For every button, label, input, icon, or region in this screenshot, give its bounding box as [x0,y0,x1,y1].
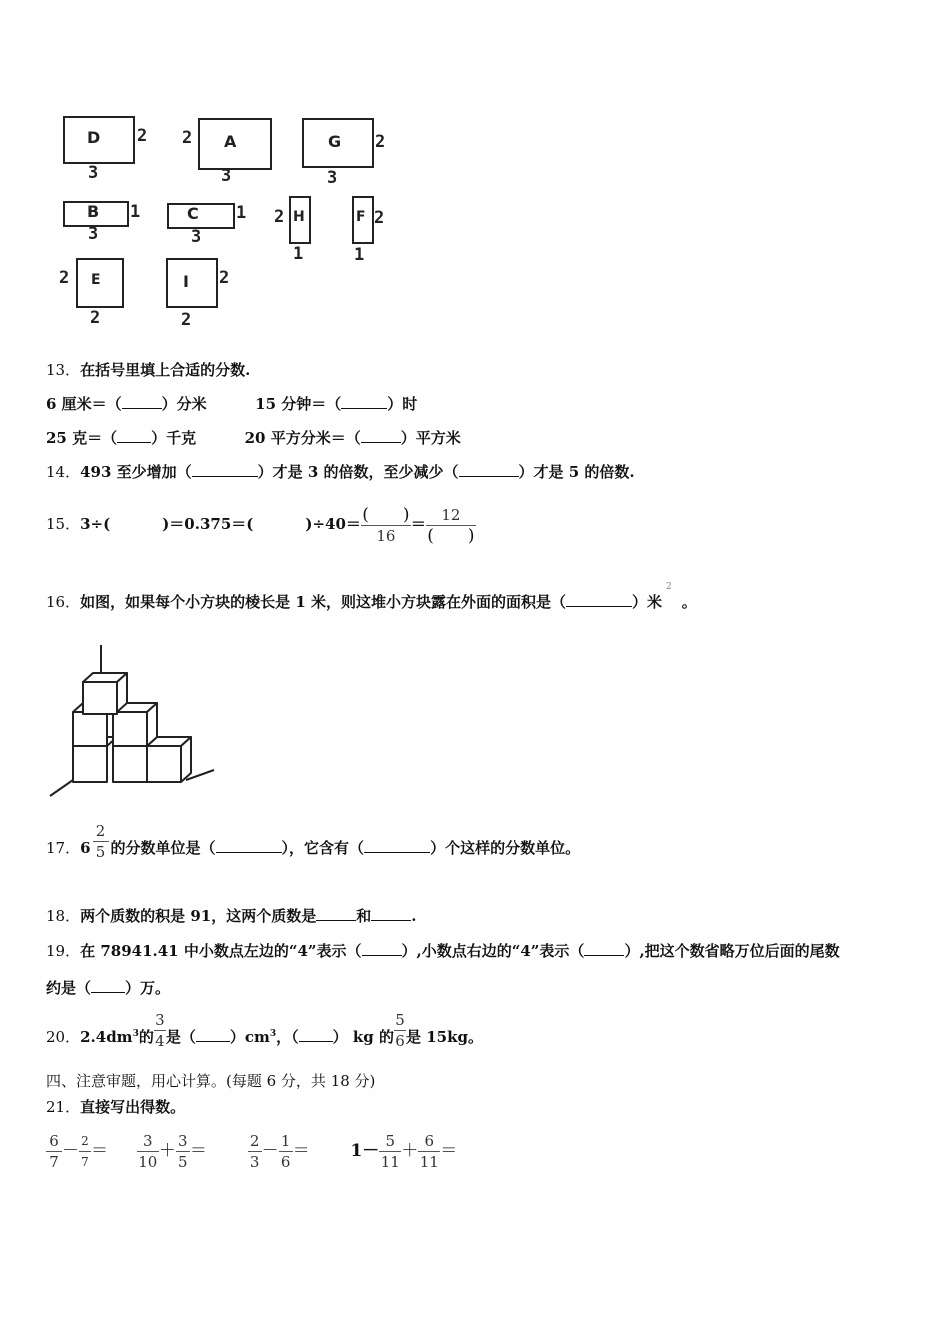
q16-pre: 如图，如果每个小方块的棱长是 1 米，则这堆小方块露在外面的面积是（ [80,593,566,611]
q13-row2a-post: ）千克 [151,429,197,447]
q13-answer-blank[interactable] [341,394,387,409]
q21-e1-frac-a [46,1132,62,1171]
rect-c-bottom: 3 [191,227,202,247]
q13-row1b-pre: 15 分钟＝（ [255,395,342,413]
q18-post: . [411,907,417,925]
rect-c-letter: C [187,204,199,223]
q21-e4-a-den: 11 [380,1153,400,1171]
q17-frac-den: 5 [95,842,106,861]
q13-row2b-pre: 20 平方分米＝（ [244,429,361,447]
q21-e1-a-den: 7 [49,1153,59,1171]
q14-number: 14． [46,463,81,481]
q21-e1-a-num: 6 [49,1132,59,1150]
q21-e2-frac-b [176,1132,190,1171]
q18-mid: 和 [356,907,372,925]
q18 [46,906,416,926]
q15-part1: 3÷( [80,515,111,533]
q20-sup: 3 [132,1029,139,1039]
q21-e4-frac-b [418,1132,440,1171]
q21-e3-op: － [261,1141,279,1161]
q17-mid: 的分数单位是（ [110,839,216,857]
q19-post: ）,把这个数省略万位后面的尾数 [624,942,840,960]
q21-e4-a-num: 5 [385,1132,396,1150]
q15-number: 15． [46,515,81,533]
rect-a-bottom: 3 [221,166,232,186]
rect-e-letter: E [91,272,101,288]
q17-frac-num: 2 [95,821,106,840]
rect-g-letter: G [328,132,342,151]
rect-h-side: 2 [274,207,285,227]
q21-expr-2 [137,1132,212,1171]
q21-e4-b-den: 11 [419,1153,439,1171]
rect-b-side: 1 [130,202,141,222]
q21-e4-frac-a [379,1132,401,1171]
rect-g-bottom: 3 [327,168,338,188]
q17-whole: 6 [80,839,91,857]
q13-answer-blank[interactable] [122,394,162,409]
rect-c-side: 1 [236,203,247,223]
q21-e3-frac-b [279,1132,293,1171]
q19-answer-blank[interactable] [362,941,402,956]
q20-mid: 是（ [165,1028,196,1046]
q19-pre: 在 78941.41 中小数点左边的“4”表示（ [80,942,362,960]
q21-e2-frac-a [137,1132,159,1171]
q19-number: 19． [46,942,81,960]
q18-pre: 两个质数的积是 91，这两个质数是 [80,907,317,925]
q20-post: 是 15kg。 [405,1028,483,1046]
q13-text: 在括号里填上合适的分数. [80,361,251,379]
q21-number: 21． [46,1098,81,1116]
q14 [46,462,635,482]
q15 [46,498,476,550]
q13-row1a-pre: 6 厘米＝（ [46,395,122,413]
rect-c [167,203,235,229]
rect-d-letter: D [87,128,101,147]
q21-e1-op: － [62,1141,79,1161]
q19-line2 [46,978,170,998]
q21-expr-1 [46,1132,113,1171]
q16-end: 。 [681,593,697,611]
q15-fraction-1 [361,506,411,545]
q21-e2-a-num: 3 [143,1132,153,1150]
q16-post: ）米 [631,593,662,611]
q19-mid: ）,小数点右边的“4”表示（ [401,942,585,960]
q17-fraction [93,822,109,861]
q18-answer-blank[interactable] [371,906,411,921]
q21-e1-b-num: 2 [81,1134,89,1148]
rect-g-side: 2 [375,132,386,152]
q19-line2-pre: 约是（ [46,979,92,997]
rect-i-side: 2 [219,268,230,288]
q19-line1 [46,941,840,961]
rect-h-bottom: 1 [293,244,304,264]
rect-a-letter: A [224,132,237,151]
q15-frac1-num[interactable]: ( ) [362,504,410,525]
rect-a-side: 2 [182,128,193,148]
q21-e2-op: ＋ [158,1141,176,1161]
q20-sup2: 3 [269,1029,277,1039]
q16-number: 16． [46,593,81,611]
q19-line2-post: ）万。 [125,979,171,997]
q21-title [46,1097,185,1117]
rect-b-letter: B [87,202,100,221]
rect-f-side: 2 [374,208,385,228]
rect-f-bottom: 1 [354,245,365,265]
q15-part2: )＝0.375＝( [162,515,254,533]
q20-mid3: ） kg 的 [332,1028,394,1046]
q21-e3-a-den: 3 [249,1153,260,1171]
q15-fraction-2 [426,506,476,545]
q20-unit1: ）cm [229,1028,270,1046]
q21-e4-eq: ＝ [440,1141,458,1161]
q21-e1-frac-b [79,1132,91,1171]
q19-answer-blank[interactable] [584,941,624,956]
q17-post: ）个这样的分数单位。 [430,839,581,857]
rect-h-letter: H [293,209,305,225]
q21-e1-b-den: 7 [81,1155,89,1169]
q21-e3-b-num: 1 [280,1132,291,1150]
q21-expr-4 [350,1132,458,1171]
q13-number: 13． [46,361,81,379]
q14-answer-blank[interactable] [192,462,258,477]
q20-frac2-num: 5 [395,1010,405,1029]
q19-answer-blank[interactable] [91,978,125,993]
q13-row1 [46,394,417,414]
q14-post: ）才是 5 的倍数. [518,463,635,481]
q17-number: 17． [46,839,81,857]
q21-e4-lead: 1－ [350,1141,380,1161]
rect-e-side: 2 [59,268,70,288]
q13-row2a-pre: 25 克＝（ [46,429,118,447]
q20-of: 的 [138,1028,154,1046]
q14-answer-blank[interactable] [459,462,519,477]
q15-eq: ＝ [410,515,426,533]
q21-e3-a-num: 2 [249,1132,260,1150]
q18-number: 18． [46,907,81,925]
rect-d-side: 2 [137,126,148,146]
q13-answer-blank[interactable] [117,428,151,443]
q16-sup: 2 [666,582,672,592]
q21-e2-b-den: 5 [178,1153,188,1171]
q21-e2-eq: ＝ [189,1141,207,1161]
q15-frac2-den[interactable]: ( ) [427,525,475,546]
rect-i [166,258,218,308]
q20-frac2-den: 6 [395,1031,405,1050]
q17-answer-blank[interactable] [216,838,282,853]
rect-b-bottom: 3 [88,224,99,244]
q21-e2-a-den: 10 [138,1153,158,1171]
q20-fraction-1 [154,1011,166,1050]
q21-e3-eq: ＝ [292,1141,310,1161]
q21-text: 直接写出得数。 [80,1098,186,1116]
q21-e3-b-den: 6 [280,1153,291,1171]
q13-title [46,360,250,380]
q20 [46,1004,483,1067]
rect-d-bottom: 3 [88,163,99,183]
q15-frac2-num: 12 [441,505,461,524]
section-4-title: 四、注意审题，用心计算。(每题 6 分，共 18 分) [46,1072,376,1090]
q21-e2-b-num: 3 [178,1132,188,1150]
q13-answer-blank[interactable] [361,428,401,443]
q13-row2b-post: ）平方米 [400,429,461,447]
q13-row1a-post: ）分米 [161,395,207,413]
q17-answer-blank[interactable] [364,838,430,853]
q21-e4-op: ＋ [401,1141,419,1161]
q13-row1b-post: ）时 [387,395,418,413]
q15-frac1-den: 16 [376,526,396,545]
q20-mid2: ，（ [276,1028,299,1046]
q20-number: 20． [46,1028,81,1046]
q16-answer-blank[interactable] [566,592,632,607]
q18-answer-blank[interactable] [316,906,356,921]
cubes-figure [46,640,222,800]
q20-answer-blank[interactable] [299,1027,333,1042]
q21-expressions [46,1126,457,1176]
q20-fraction-2 [394,1011,406,1050]
q20-pre: 2.4dm [80,1028,133,1046]
q16 [46,582,697,615]
q20-frac1-num: 3 [155,1010,165,1029]
q14-mid: ）才是 3 的倍数，至少减少（ [257,463,459,481]
rect-i-bottom: 2 [181,310,192,330]
q21-e1-eq: ＝ [91,1141,108,1161]
rect-i-letter: I [183,272,189,291]
q17-mid2: ），它含有（ [281,839,365,857]
q21-e3-frac-a [248,1132,262,1171]
rect-f-letter: F [356,209,366,225]
q21-expr-3 [248,1132,315,1171]
q13-row2 [46,428,461,448]
q20-frac1-den: 4 [155,1031,165,1050]
rect-e-bottom: 2 [90,308,101,328]
q17 [46,822,580,874]
q15-part3: )÷40＝ [305,515,361,533]
q21-e4-b-num: 6 [424,1132,435,1150]
q14-pre: 493 至少增加（ [80,463,192,481]
q20-answer-blank[interactable] [196,1027,230,1042]
